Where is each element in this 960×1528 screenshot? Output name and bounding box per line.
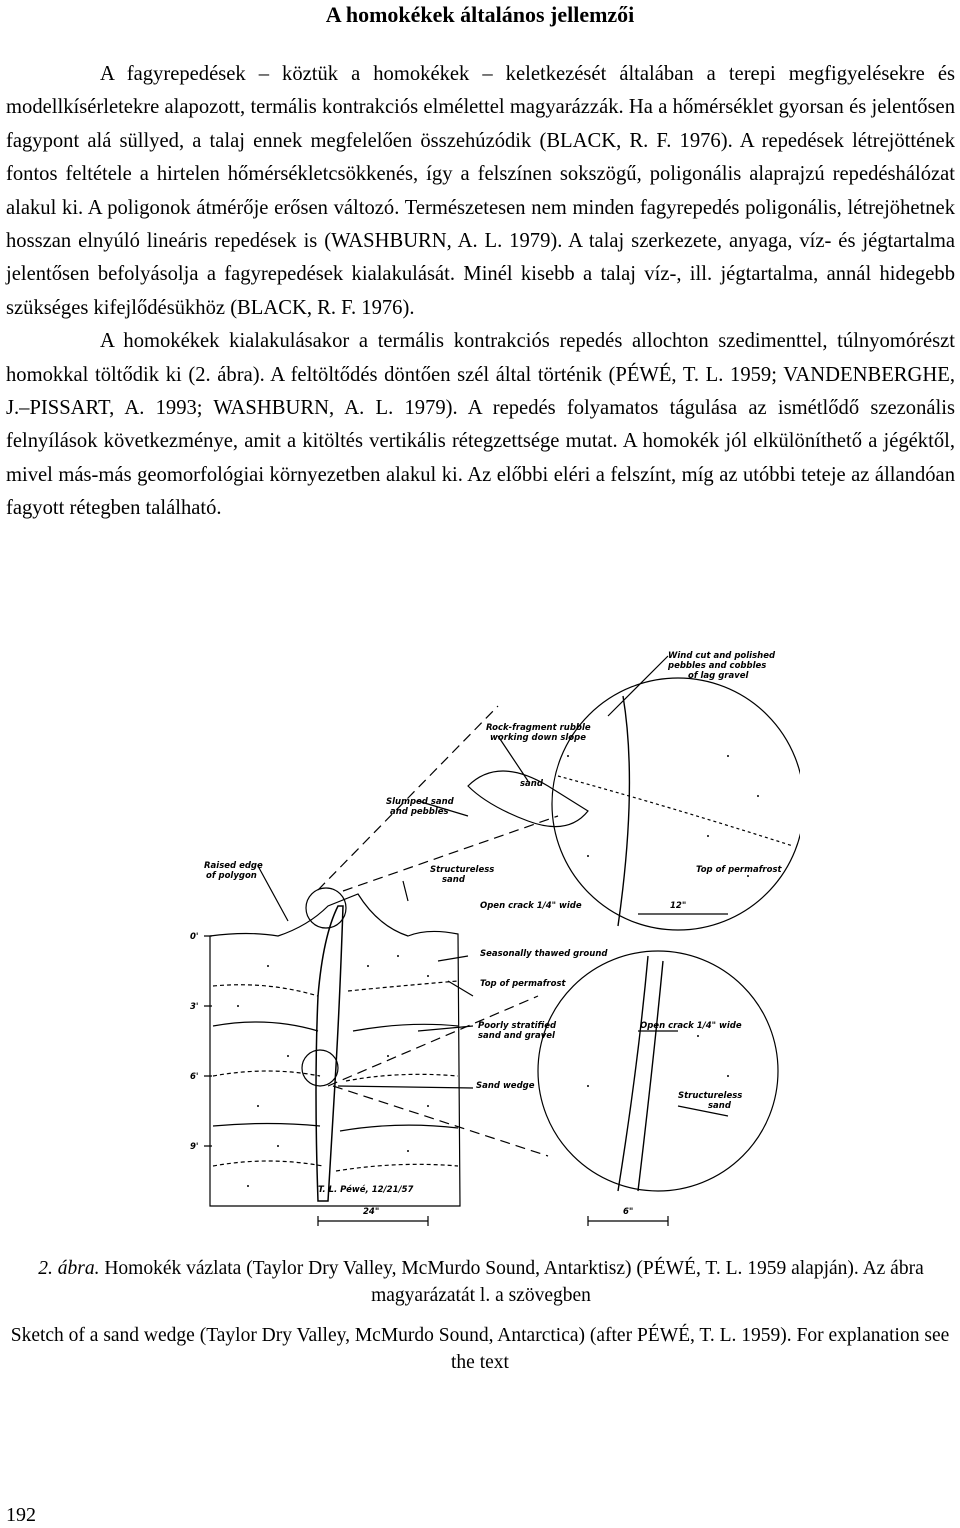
paragraph-2: A homokékek kialakulásakor a termális kontrakciós repedés allochton szedimenttel, túlnyomórészt homokkal töltődik ki (2. ábra). A feltöltődés döntően szél által történik (PÉWÉ, T. L. 1959; VANDENBERGHE, J.–PISSART, A. 1993; WASHBURN, A. L. 1979). A repedés folyamatos tágulása az ismétlődő szezonális felnyílások következménye, amit a kitöltés vertikális rétegzettsége mutat. A homokék jól elkülöníthető a jégéktől, mivel más-más geomorfológiai környezetben alakul ki. Az előbbi eléri a felszínt, míg az utóbbi teteje az állandóan fagyott rétegben található. [6, 330, 955, 520]
label-poorly-1: Poorly stratified [478, 1021, 557, 1031]
label-wind-cut-2: pebbles and cobbles [668, 661, 767, 671]
label-structureless-3: Structureless [678, 1091, 743, 1101]
label-structureless-2: sand [442, 875, 465, 885]
label-slumped-2: and pebbles [390, 807, 449, 817]
label-structureless-1: Structureless [430, 865, 495, 875]
label-sand: sand [520, 779, 543, 789]
section-title: A homokékek általános jellemzői [325, 2, 635, 27]
page-number: 192 [6, 1504, 36, 1526]
label-raised-2: of polygon [206, 871, 257, 881]
label-depth-9: 9' [190, 1142, 199, 1152]
wedge-outline [316, 906, 343, 1201]
lower-detail-circle [538, 951, 778, 1191]
label-rock-1: Rock-fragment rubble [486, 723, 591, 733]
label-poorly-2: sand and gravel [478, 1031, 555, 1041]
soil-block-outline [210, 894, 460, 1206]
label-scale-24: 24" [363, 1207, 380, 1217]
label-sand-wedge: Sand wedge [476, 1081, 535, 1091]
body-text [6, 58, 955, 526]
label-top-permafrost-1: Top of permafrost [696, 865, 782, 875]
label-scale-6: 6" [623, 1207, 634, 1217]
label-depth-0: 0' [190, 932, 199, 942]
caption-hu-text: Homokék vázlata (Taylor Dry Valley, McMurdo Sound, Antarktisz) (PÉWÉ, T. L. 1959 alapján). Az ábra magyarázatát l. a szövegben [104, 1258, 924, 1306]
label-signature: T. L. Péwé, 12/21/57 [318, 1185, 414, 1195]
label-12-inch: 12" [670, 901, 687, 911]
label-slumped-1: Slumped sand [386, 797, 454, 807]
label-depth-3: 3' [190, 1002, 199, 1012]
label-top-permafrost-2: Top of permafrost [480, 979, 566, 989]
sand-wedge-figure [168, 636, 800, 1230]
figure-caption-english: Sketch of a sand wedge (Taylor Dry Valley, McMurdo Sound, Antarctica) (after PÉWÉ, T. L. 1959). For explanation see the text [10, 1325, 950, 1373]
label-open-crack-1: Open crack 1/4" wide [480, 901, 582, 911]
label-wind-cut-3: of lag gravel [688, 671, 749, 681]
sand-wedge-sketch [168, 636, 800, 1230]
label-depth-6: 6' [190, 1072, 199, 1082]
label-wind-cut-1: Wind cut and polished [668, 651, 776, 661]
label-open-crack-2: Open crack 1/4" wide [640, 1021, 742, 1031]
label-structureless-4: sand [708, 1101, 731, 1111]
label-seasonally-thawed: Seasonally thawed ground [480, 949, 608, 959]
figure-number: 2. ábra. [38, 1258, 100, 1279]
figure-caption-hungarian [6, 1255, 956, 1309]
paragraph-1: A fagyrepedések – köztük a homokékek – keletkezését általában a terepi megfigyelésekre és modellkísérletekre alapozott, termális kontrakciós elmélettel magyarázzák. Ha a hőmérséklet gyorsan és jelentősen fagypont alá süllyed, a talaj ennek megfelelően összehúzódik (BLACK, R. F. 1976). A repedések létrejöttének fontos feltétele a hirtelen hőmérsékletcsökkenés, így a felszínen sokszögű, poligonális alaprajzú repedéshálózat alakul ki. A poligonok átmérője erősen változó. Természetesen nem minden fagyrepedés poligonális, létrejöhetnek hosszan elnyúló lineáris repedések is (WASHBURN, A. L. 1979). A talaj szerkezete, anyaga, víz- és jégtartalma jelentősen befolyásolja a fagyrepedések kialakulását. Minél kisebb a talaj víz-, ill. jégtartalma, annál hidegebb szükséges kifejlődésükhöz (BLACK, R. F. 1976). [6, 63, 955, 319]
upper-detail-circle [552, 678, 800, 930]
label-rock-2: working down slope [490, 733, 586, 743]
label-raised-1: Raised edge [204, 861, 263, 871]
